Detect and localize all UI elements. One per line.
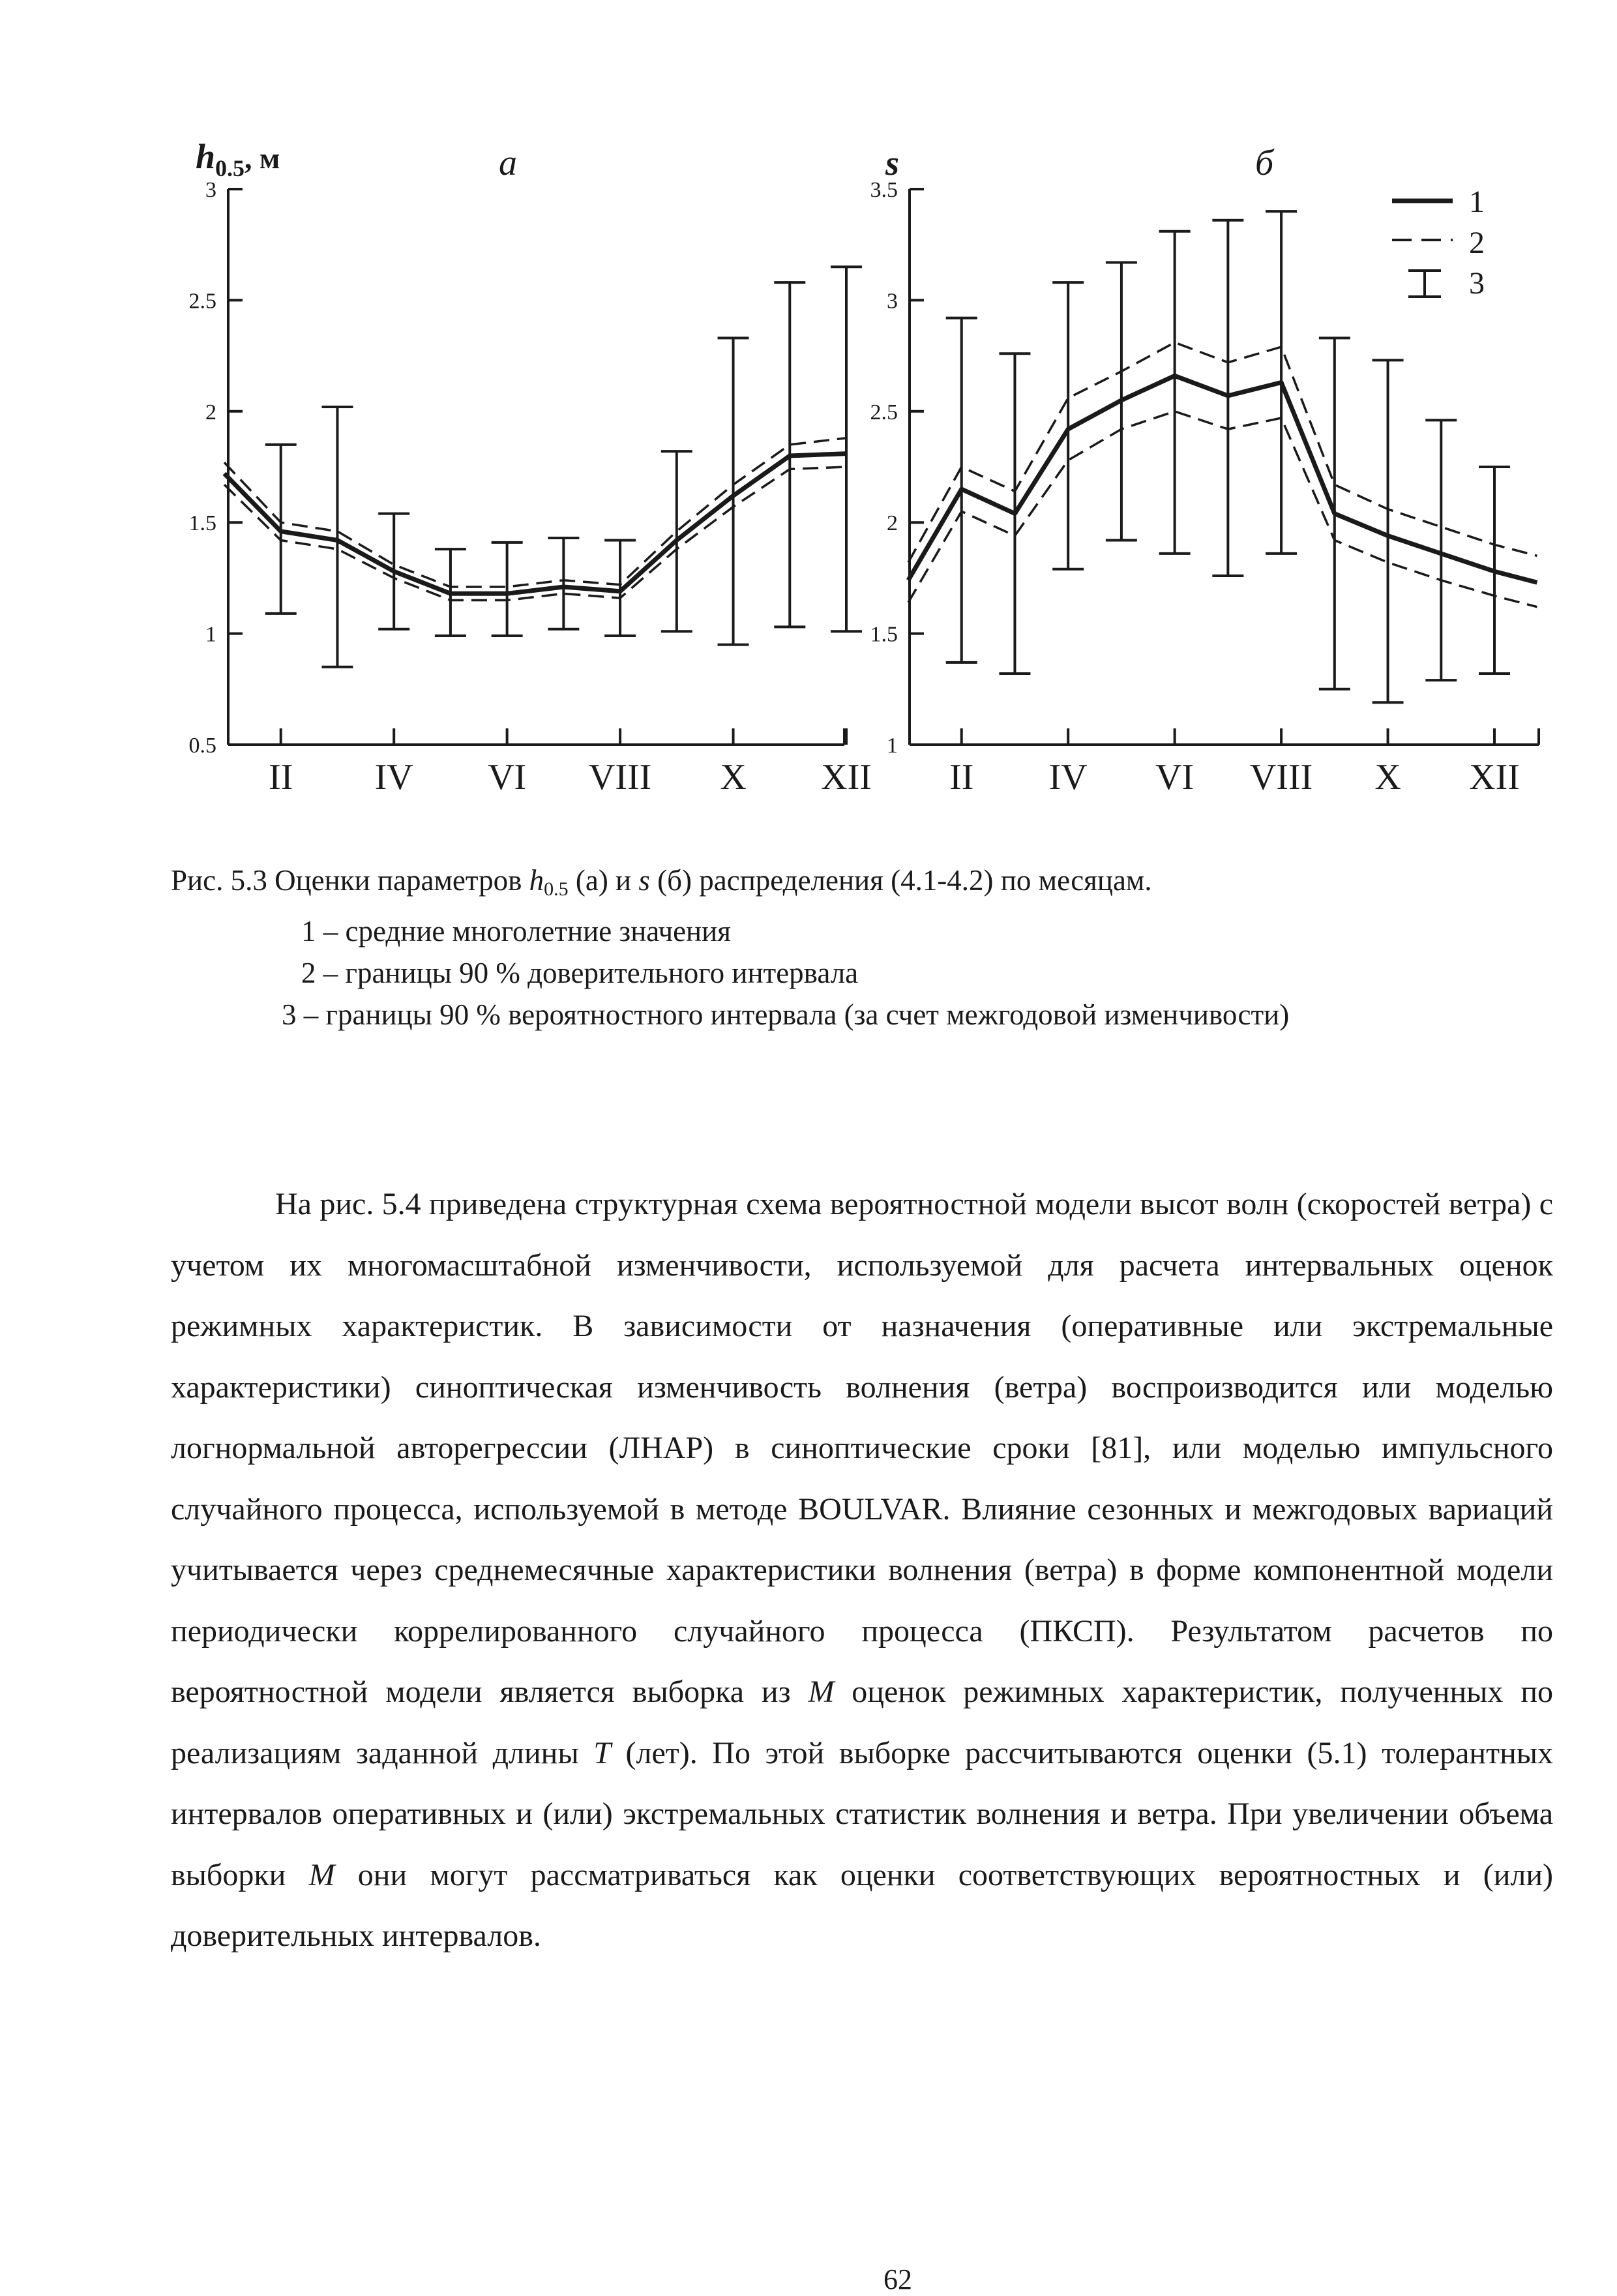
y-tick-label: 3 [887,289,898,314]
series-confidence-bound-line [224,438,846,587]
x-tick-label: IV [1048,757,1088,798]
body-paragraph [171,1174,1553,1967]
x-tick-label: VIII [588,757,652,798]
y-tick-label: 2.5 [870,400,898,425]
x-tick-label: X [720,757,747,798]
figure-caption [171,859,1289,1036]
y-tick-label: 1.5 [188,511,216,536]
y-tick-label: 0.5 [188,734,216,758]
page-number: 62 [883,2263,912,2295]
x-tick-label: VI [1155,757,1194,798]
caption-symbol-h [529,864,569,900]
error-bar [492,543,523,636]
caption-item-1: 1 – средние многолетние значения [301,915,731,947]
body-text-part-4: они могут рассматриваться как оценки соответствующих вероятностных и (или) доверительных интервалов. [171,1857,1554,1953]
y-tick-label: 2.5 [188,289,216,314]
y-tick-label: 1.5 [870,622,898,647]
caption-suffix: (б) распределения (4.1-4.2) по месяцам. [649,864,1152,897]
y-axis-label: s [885,143,900,183]
series-mean-line [908,376,1537,582]
error-bar [548,538,579,629]
x-tick-label: VIII [1249,757,1313,798]
y-tick-label: 3.5 [870,178,898,202]
body-var-M-1: M [808,1675,835,1709]
x-tick-label: II [269,757,293,798]
caption-item-3: 3 – границы 90 % вероятностного интервала (за счет межгодовой изменчивости) [282,998,1290,1031]
caption-symbol-s: s [638,864,650,897]
legend-label-1: 1 [1469,185,1485,219]
body-text-part-3: (лет). По этой выборке рассчитываются оценки (5.1) толерантных интервалов оперативных и (или) экстремальных статистик волнения и ветра. При увеличении объема выборки [171,1735,1554,1892]
x-tick-label: II [949,757,974,798]
error-bar [831,267,862,631]
y-tick-label: 1 [887,734,898,758]
x-tick-label: X [1374,757,1401,798]
body-var-M-2: M [308,1857,335,1892]
legend-errorbar-swatch [1408,271,1441,297]
x-tick-label: VI [488,757,527,798]
figure-5-3 [0,0,1617,822]
caption-symbol-h-letter: h [529,864,544,897]
y-tick-label: 2 [887,511,898,536]
series-mean-line [224,454,846,594]
x-tick-label: IV [374,757,413,798]
panel-label: а [499,143,517,183]
error-bar [718,338,749,644]
body-text-part-1: На рис. 5.4 приведена структурная схема вероятностной модели высот волн (скоростей ветра) с учетом их многомасштабной изменчивости, используемой для расчета интервальных оценок режимных характеристик. В зависимости от назначения (оперативные или экстремальные характеристики) синоптическая изменчивость волнения (ветра) воспроизводится или моделью логнормальной авторегрессии (ЛНАР) в синоптические сроки [81], или моделью импульсного случайного процесса, используемой в методе BOULVAR. Влияние сезонных и межгодовых вариаций учитывается через среднемесячные характеристики волнения (ветра) в форме компонентной модели периодически коррелированного случайного процесса (ПКСП). Результатом расчетов по вероятностной модели является выборка из [171,1187,1553,1709]
y-tick-label: 1 [205,622,216,647]
error-bar [1159,231,1191,554]
error-bar [604,540,636,636]
caption-prefix: Рис. 5.3 Оценки параметров [171,864,529,897]
caption-symbol-h-sub: 0.5 [544,878,569,900]
y-tick-label: 3 [205,178,216,202]
x-tick-label: XII [1469,757,1520,798]
y-tick-label: 2 [205,400,216,425]
caption-mid: (а) и [568,864,639,897]
chart-legend [1392,185,1485,301]
panel-label: б [1255,143,1274,183]
body-var-T: T [593,1735,611,1770]
series-confidence-bound-line [224,467,846,601]
legend-label-2: 2 [1469,226,1485,260]
x-tick-label: XII [821,757,872,798]
chart-panel-a [189,137,872,798]
y-axis-label: $h_{0.5}$, м [196,137,280,181]
body-text-part-2: оценок режимных характеристик, полученных по реализациям заданной длины [171,1675,1554,1770]
legend-label-3: 3 [1469,266,1485,301]
caption-title [171,859,1289,910]
caption-item-2: 2 – границы 90 % доверительного интервала [301,957,859,989]
